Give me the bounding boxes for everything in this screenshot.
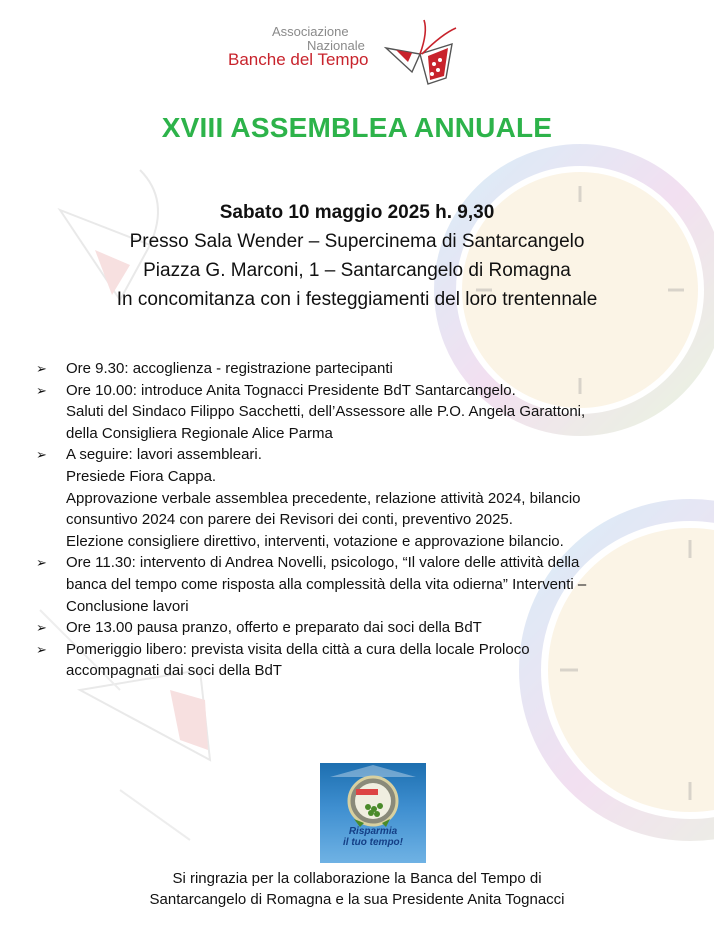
event-venue: Presso Sala Wender – Supercinema di Santarcangelo bbox=[129, 231, 585, 252]
program-item bbox=[36, 639, 706, 682]
program-item bbox=[36, 380, 706, 445]
program-line: Ore 11.30: intervento di Andrea Novelli, psicologo, “Il valore delle attività della bbox=[66, 554, 580, 572]
butterfly-logo-icon bbox=[382, 18, 462, 90]
thanks-line-1: Si ringrazia per la collaborazione la Banca del Tempo di bbox=[172, 870, 542, 887]
program-line: Ore 9.30: accoglienza - registrazione partecipanti bbox=[66, 360, 393, 377]
bullet-arrow-icon: ➢ bbox=[36, 641, 47, 657]
association-logo bbox=[222, 18, 467, 90]
program-line: Approvazione verbale assemblea precedente, relazione attività 2024, bilancio bbox=[66, 489, 581, 507]
risparmia-tempo-badge bbox=[320, 763, 426, 863]
program-line: Presiede Fiora Cappa. bbox=[66, 467, 217, 485]
program-item bbox=[36, 617, 706, 639]
badge-caption-line-1: Risparmia bbox=[348, 826, 398, 837]
program-line: Ore 10.00: introduce Anita Tognacci Presidente BdT Santarcangelo. bbox=[66, 381, 516, 399]
bullet-arrow-icon: ➢ bbox=[36, 555, 47, 571]
thanks-line-2: Santarcangelo di Romagna e la sua Presidente Anita Tognacci bbox=[149, 891, 565, 908]
program-item bbox=[36, 358, 706, 380]
bullet-arrow-icon: ➢ bbox=[36, 382, 47, 398]
event-info bbox=[0, 198, 714, 314]
badge-caption-line-2: il tuo tempo! bbox=[343, 837, 403, 848]
program-line: Elezione consigliere direttivo, interventi, votazione e approvazione bilancio. bbox=[66, 532, 564, 550]
bullet-arrow-icon: ➢ bbox=[36, 447, 47, 463]
program-line: A seguire: lavori assembleari. bbox=[66, 446, 262, 464]
program-list bbox=[36, 358, 706, 682]
program-line: Saluti del Sindaco Filippo Sacchetti, dell’Assessore alle P.O. Angela Garattoni, bbox=[66, 403, 586, 421]
event-occasion: In concomitanza con i festeggiamenti del loro trentennale bbox=[116, 289, 598, 310]
clock-badge-icon bbox=[320, 763, 426, 829]
logo-line-2: Nazionale bbox=[307, 38, 365, 53]
thanks-note bbox=[0, 868, 714, 910]
program-line: accompagnati dai soci della BdT bbox=[66, 662, 282, 680]
program-line: Ore 13.00 pausa pranzo, offerto e preparato dai soci della BdT bbox=[66, 619, 482, 637]
program-item bbox=[36, 552, 706, 617]
event-date: Sabato 10 maggio 2025 h. 9,30 bbox=[219, 202, 495, 223]
program-line: banca del tempo come risposta alla complessità della vita odierna” Interventi – bbox=[66, 575, 587, 593]
program-item bbox=[36, 444, 706, 552]
bullet-arrow-icon: ➢ bbox=[36, 361, 47, 376]
page-title: XVIII ASSEMBLEA ANNUALE bbox=[161, 112, 553, 143]
program-line: consuntivo 2024 con parere dei Revisori dei conti, preventivo 2025. bbox=[66, 511, 513, 529]
event-address: Piazza G. Marconi, 1 – Santarcangelo di Romagna bbox=[143, 260, 571, 281]
program-line: Conclusione lavori bbox=[66, 597, 189, 615]
program-line: Pomeriggio libero: prevista visita della città a cura della locale Proloco bbox=[66, 640, 530, 658]
badge-caption bbox=[320, 826, 426, 848]
logo-line-1: Associazione bbox=[272, 24, 349, 39]
program-line: della Consigliera Regionale Alice Parma bbox=[66, 424, 333, 442]
bullet-arrow-icon: ➢ bbox=[36, 620, 47, 636]
logo-line-3: Banche del Tempo bbox=[228, 50, 369, 69]
